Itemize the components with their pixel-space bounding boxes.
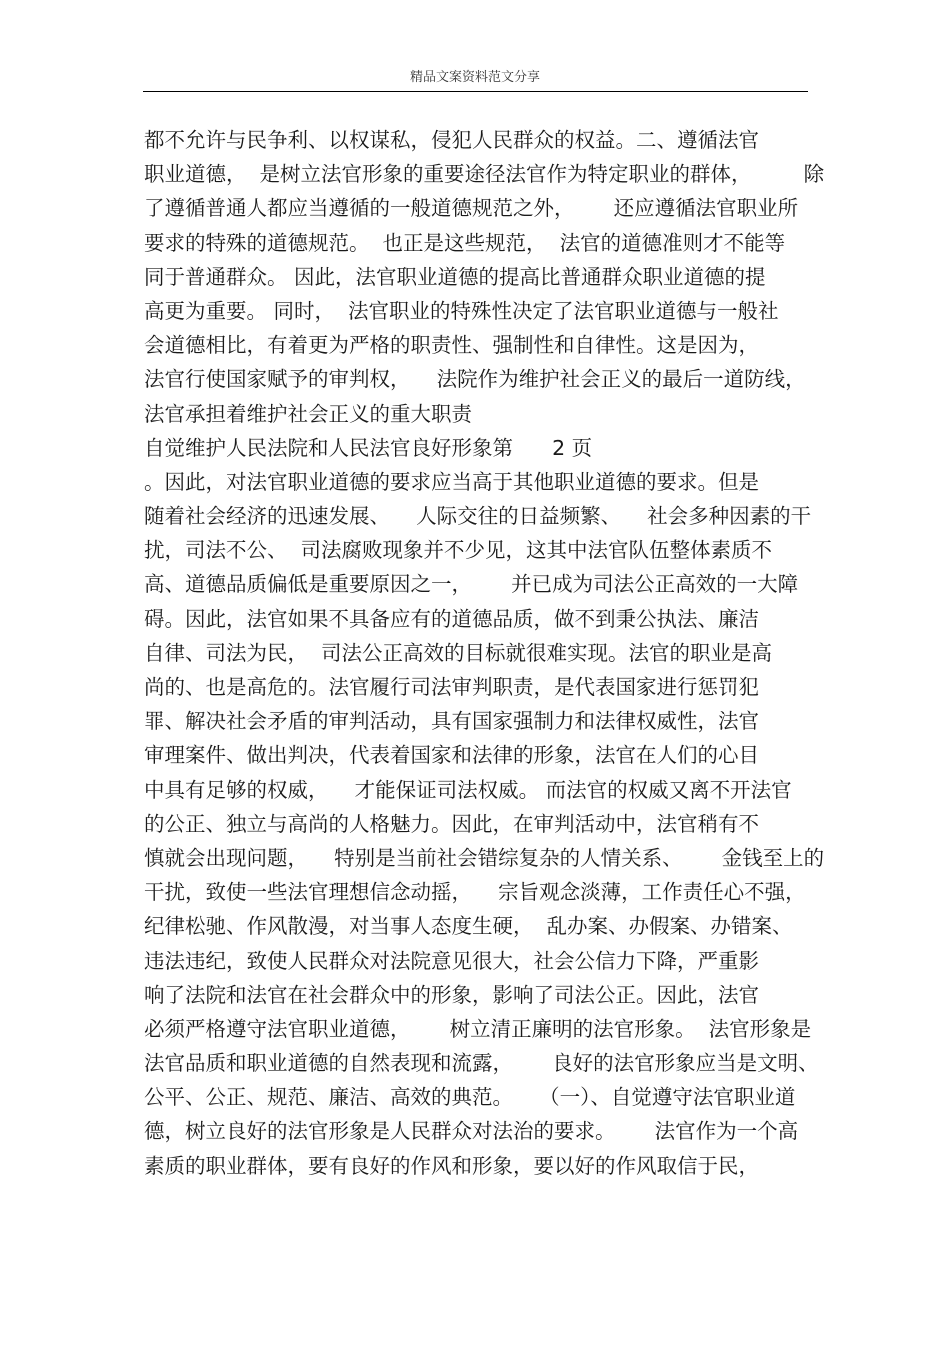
text-line: 高更为重要。 同时， 法官职业的特殊性决定了法官职业道德与一般社: [144, 298, 779, 323]
text-line: 。因此，对法官职业道德的要求应当高于其他职业道德的要求。但是: [144, 469, 759, 494]
page-footer-line: 自觉维护人民法院和人民法官良好形象第 2 页: [144, 435, 593, 460]
text-line: 职业道德， 是树立法官形象的重要途径法官作为特定职业的群体， 除: [144, 162, 825, 187]
text-line: 了遵循普通人都应当遵循的一般道德规范之外， 还应遵循法官职业所: [144, 196, 799, 221]
text-line: 中具有足够的权威， 才能保证司法权威。 而法官的权威又离不开法官: [144, 777, 792, 802]
text-line: 纪律松驰、作风散漫，对当事人态度生硬， 乱办案、办假案、办错案、: [144, 914, 793, 939]
text-line: 违法违纪，致使人民群众对法院意见很大，社会公信力下降，严重影: [144, 948, 759, 973]
text-line: 素质的职业群体，要有良好的作风和形象，要以好的作风取信于民，: [144, 1153, 759, 1178]
text-line: 德，树立良好的法官形象是人民群众对法治的要求。 法官作为一个高: [144, 1119, 799, 1144]
text-line: 罪、解决社会矛盾的审判活动，具有国家强制力和法律权威性，法官: [144, 709, 759, 734]
text-line: 响了法院和法官在社会群众中的形象，影响了司法公正。因此，法官: [144, 982, 759, 1007]
text-line: 法官行使国家赋予的审判权， 法院作为维护社会正义的最后一道防线，: [144, 367, 806, 392]
text-line: 尚的、也是高危的。法官履行司法审判职责，是代表国家进行惩罚犯: [144, 675, 759, 699]
text-line: 干扰，致使一些法官理想信念动摇， 宗旨观念淡薄，工作责任心不强，: [144, 880, 806, 905]
text-line: 高、道德品质偏低是重要原因之一， 并已成为司法公正高效的一大障: [144, 572, 799, 597]
text-line: 必须严格遵守法官职业道德， 树立清正廉明的法官形象。 法官形象是: [144, 1016, 812, 1041]
page-header: 精品文案资料范文分享: [409, 70, 540, 85]
body-text: [144, 123, 825, 1183]
text-line: 随着社会经济的迅速发展、 人际交往的日益频繁、 社会多种因素的干: [144, 504, 812, 529]
header-divider: [143, 91, 808, 92]
text-line: 自律、司法为民， 司法公正高效的目标就很难实现。法官的职业是高: [144, 640, 773, 665]
text-line: 扰，司法不公、 司法腐败现象并不少见，这其中法官队伍整体素质不: [144, 538, 773, 563]
text-line: 会道德相比，有着更为严格的职责性、强制性和自律性。这是因为，: [144, 333, 759, 358]
text-line: 公平、公正、规范、廉洁、高效的典范。 （一）、自觉遵守法官职业道: [144, 1085, 796, 1110]
text-line: 碍。因此，法官如果不具备应有的道德品质，做不到秉公执法、廉洁: [144, 606, 759, 631]
text-line: 法官品质和职业道德的自然表现和流露， 良好的法官形象应当是文明、: [144, 1051, 819, 1076]
text-line: 都不允许与民争利、以权谋私，侵犯人民群众的权益。二、遵循法官: [144, 128, 759, 152]
text-line: 法官承担着维护社会正义的重大职责: [144, 401, 472, 426]
text-line: 的公正、独立与高尚的人格魅力。因此，在审判活动中，法官稍有不: [144, 811, 759, 836]
text-line: 同于普通群众。 因此，法官职业道德的提高比普通群众职业道德的提: [144, 264, 766, 289]
text-line: 要求的特殊的道德规范。 也正是这些规范， 法官的道德准则才不能等: [144, 230, 786, 255]
text-line: 审理案件、做出判决，代表着国家和法律的形象，法官在人们的心目: [144, 743, 759, 768]
text-line: 慎就会出现问题， 特别是当前社会错综复杂的人情关系、 金钱至上的: [144, 845, 825, 870]
